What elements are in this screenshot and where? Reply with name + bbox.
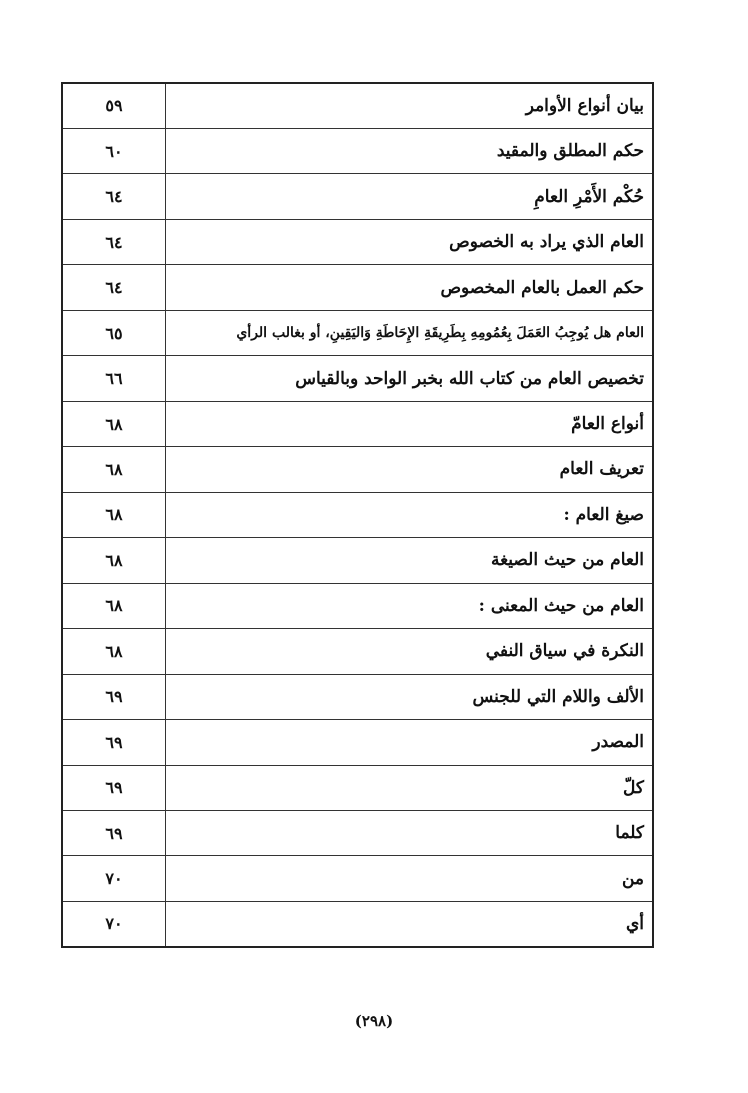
toc-entry-page: ٦٨: [62, 583, 166, 628]
toc-entry-page: ٦٩: [62, 811, 166, 856]
toc-entry-page: ٦٩: [62, 674, 166, 719]
toc-entry-title: كلّ: [166, 765, 654, 810]
toc-entry-title: النكرة في سياق النفي: [166, 629, 654, 674]
toc-entry-page: ٦٥: [62, 310, 166, 355]
toc-row: [62, 447, 653, 492]
toc-row: [62, 629, 653, 674]
toc-row: [62, 583, 653, 628]
toc-row: [62, 265, 653, 310]
toc-entry-title: حكم العمل بالعام المخصوص: [166, 265, 654, 310]
toc-entry-title: حُكْم الأَمْرِ العامِ: [166, 174, 654, 219]
toc-entry-title: العام هل يُوجِبُ العَمَلَ بِعُمُومِهِ بِطَرِيقَةِ الإِحَاطَةِ وَاليَقِينِ، أو بغالب الرأي: [166, 310, 654, 355]
toc-row: [62, 310, 653, 355]
toc-entry-title: المصدر: [166, 720, 654, 765]
toc-entry-title: كلما: [166, 811, 654, 856]
toc-row: [62, 83, 653, 128]
toc-row: [62, 720, 653, 765]
toc-row: [62, 401, 653, 446]
toc-entry-page: ٦٦: [62, 356, 166, 401]
toc-entry-title: العام من حيث الصيغة: [166, 538, 654, 583]
toc-entry-title: العام الذي يراد به الخصوص: [166, 219, 654, 264]
toc-entry-title: العام من حيث المعنى :: [166, 583, 654, 628]
toc-entry-title: صيغ العام :: [166, 492, 654, 537]
toc-row: [62, 492, 653, 537]
toc-entry-title: أنواع العامّ: [166, 401, 654, 446]
toc-entry-page: ٦٨: [62, 538, 166, 583]
page-number: (٢٩٨): [354, 1012, 394, 1030]
toc-row: [62, 174, 653, 219]
toc-entry-page: ٦٩: [62, 720, 166, 765]
toc-entry-page: ٧٠: [62, 856, 166, 901]
toc-row: [62, 219, 653, 264]
toc-table: [61, 82, 654, 948]
toc-row: [62, 901, 653, 947]
toc-entry-title: الألف واللام التي للجنس: [166, 674, 654, 719]
toc-row: [62, 811, 653, 856]
toc-entry-page: ٦٨: [62, 492, 166, 537]
toc-entry-title: تخصيص العام من كتاب الله بخبر الواحد وبالقياس: [166, 356, 654, 401]
toc-entry-page: ٦٨: [62, 401, 166, 446]
toc-row: [62, 128, 653, 173]
toc-row: [62, 538, 653, 583]
toc-entry-page: ٦٨: [62, 629, 166, 674]
toc-row: [62, 765, 653, 810]
toc-entry-title: أي: [166, 901, 654, 947]
toc-entry-page: ٦٤: [62, 174, 166, 219]
toc-row: [62, 356, 653, 401]
toc-entry-page: ٦٠: [62, 128, 166, 173]
toc-entry-title: تعريف العام: [166, 447, 654, 492]
toc-entry-title: من: [166, 856, 654, 901]
toc-body: [62, 83, 653, 947]
toc-entry-page: ٦٩: [62, 765, 166, 810]
toc-entry-page: ٦٤: [62, 265, 166, 310]
toc-row: [62, 856, 653, 901]
toc-entry-page: ٦٤: [62, 219, 166, 264]
toc-entry-page: ٦٨: [62, 447, 166, 492]
toc-entry-page: ٥٩: [62, 83, 166, 128]
toc-row: [62, 674, 653, 719]
toc-entry-title: بيان أنواع الأوامر: [166, 83, 654, 128]
toc-entry-page: ٧٠: [62, 901, 166, 947]
toc-entry-title: حكم المطلق والمقيد: [166, 128, 654, 173]
